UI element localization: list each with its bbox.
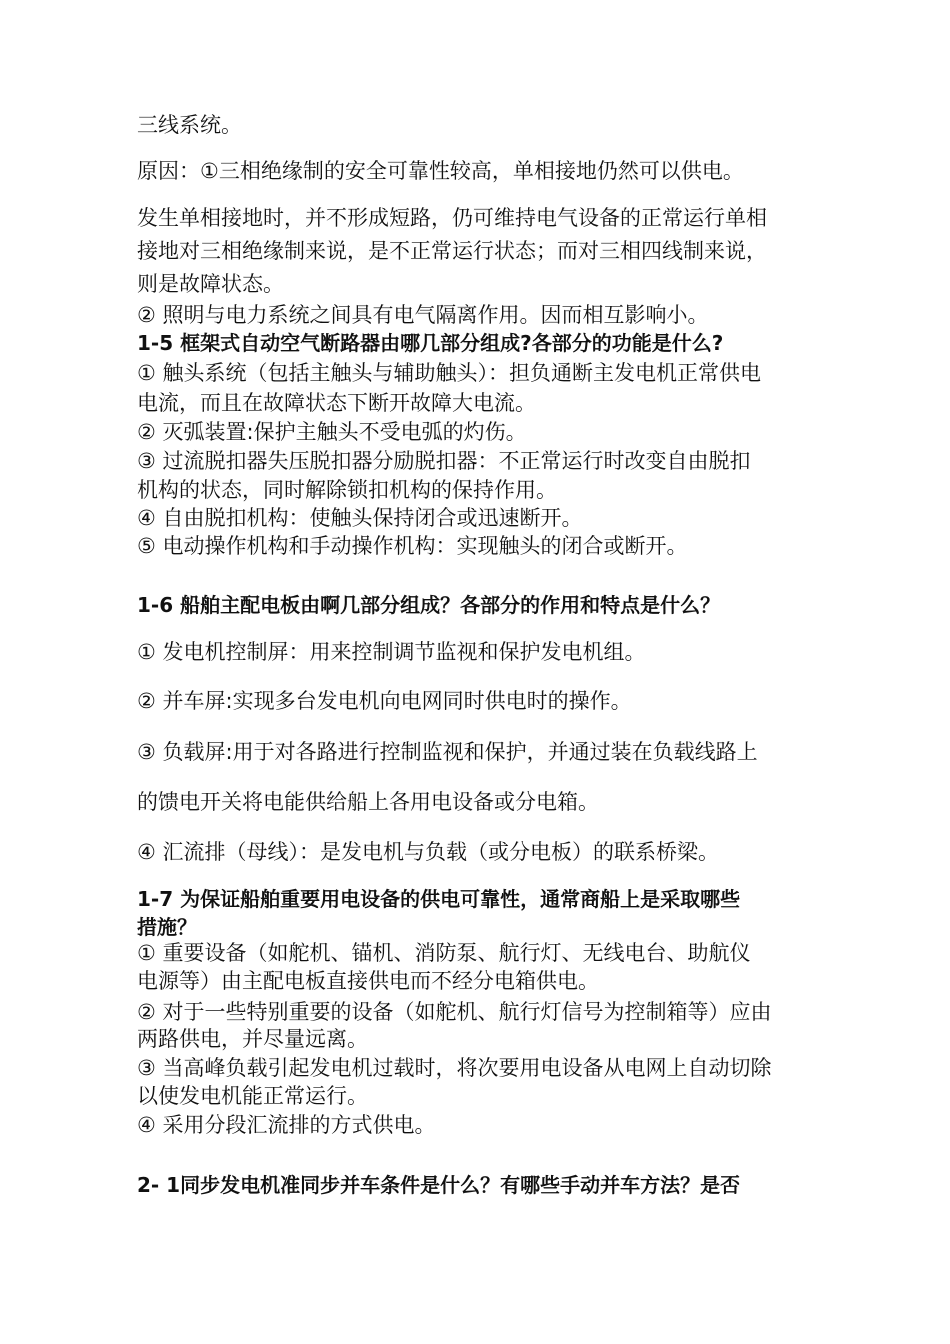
text-line: 则是故障状态。 — [137, 272, 284, 296]
section-heading: 措施？ — [137, 915, 197, 939]
section-heading: 1-6 船舶主配电板由啊几部分组成？各部分的作用和特点是什么？ — [137, 593, 721, 617]
text-line: ② 灭弧装置:保护主触头不受电弧的灼伤。 — [137, 420, 527, 444]
text-line: ① 发电机控制屏：用来控制调节监视和保护发电机组。 — [137, 640, 646, 664]
text-line: 发生单相接地时，并不形成短路，仍可维持电气设备的正常运行单相 — [137, 206, 767, 230]
text-line: ① 触头系统（包括主触头与辅助触头）：担负通断主发电机正常供电 — [137, 361, 761, 385]
text-line: 电源等）由主配电板直接供电而不经分电箱供电。 — [137, 969, 599, 993]
text-line: ④ 汇流排（母线）：是发电机与负载（或分电板）的联系桥梁。 — [137, 840, 719, 864]
text-line: ③ 过流脱扣器失压脱扣器分励脱扣器：不正常运行时改变自由脱扣 — [137, 449, 751, 473]
section-heading: 1-5 框架式自动空气断路器由哪几部分组成?各部分的功能是什么? — [137, 331, 724, 355]
text-line: ④ 采用分段汇流排的方式供电。 — [137, 1113, 436, 1137]
text-line: 机构的状态，同时解除锁扣机构的保持作用。 — [137, 478, 557, 502]
text-line: ② 照明与电力系统之间具有电气隔离作用。因而相互影响小。 — [137, 303, 709, 327]
text-line: 三线系统。 — [137, 113, 242, 137]
text-line: 电流，而且在故障状态下断开故障大电流。 — [137, 391, 536, 415]
text-line: ① 重要设备（如舵机、锚机、消防泵、航行灯、无线电台、助航仪 — [137, 941, 751, 965]
text-line: ③ 负载屏:用于对各路进行控制监视和保护，并通过装在负载线路上 — [137, 740, 758, 764]
text-line: ⑤ 电动操作机构和手动操作机构：实现触头的闭合或断开。 — [137, 534, 688, 558]
text-line: 的馈电开关将电能供给船上各用电设备或分电箱。 — [137, 790, 599, 814]
text-line: ② 并车屏:实现多台发电机向电网同时供电时的操作。 — [137, 689, 632, 713]
text-line: ④ 自由脱扣机构：使触头保持闭合或迅速断开。 — [137, 506, 583, 530]
text-line: ② 对于一些特别重要的设备（如舵机、航行灯信号为控制箱等）应由 — [137, 1000, 772, 1024]
text-line: 原因：①三相绝缘制的安全可靠性较高，单相接地仍然可以供电。 — [137, 159, 744, 183]
text-line: ③ 当高峰负载引起发电机过载时，将次要用电设备从电网上自动切除 — [137, 1056, 772, 1080]
text-line: 两路供电，并尽量远离。 — [137, 1027, 368, 1051]
text-line: 以使发电机能正常运行。 — [137, 1084, 368, 1108]
text-line: 接地对三相绝缘制来说，是不正常运行状态；而对三相四线制来说， — [137, 239, 767, 263]
section-heading: 1-7 为保证船舶重要用电设备的供电可靠性，通常商船上是采取哪些 — [137, 887, 741, 911]
section-heading: 2- 1同步发电机准同步并车条件是什么？有哪些手动并车方法？是否 — [137, 1173, 741, 1197]
